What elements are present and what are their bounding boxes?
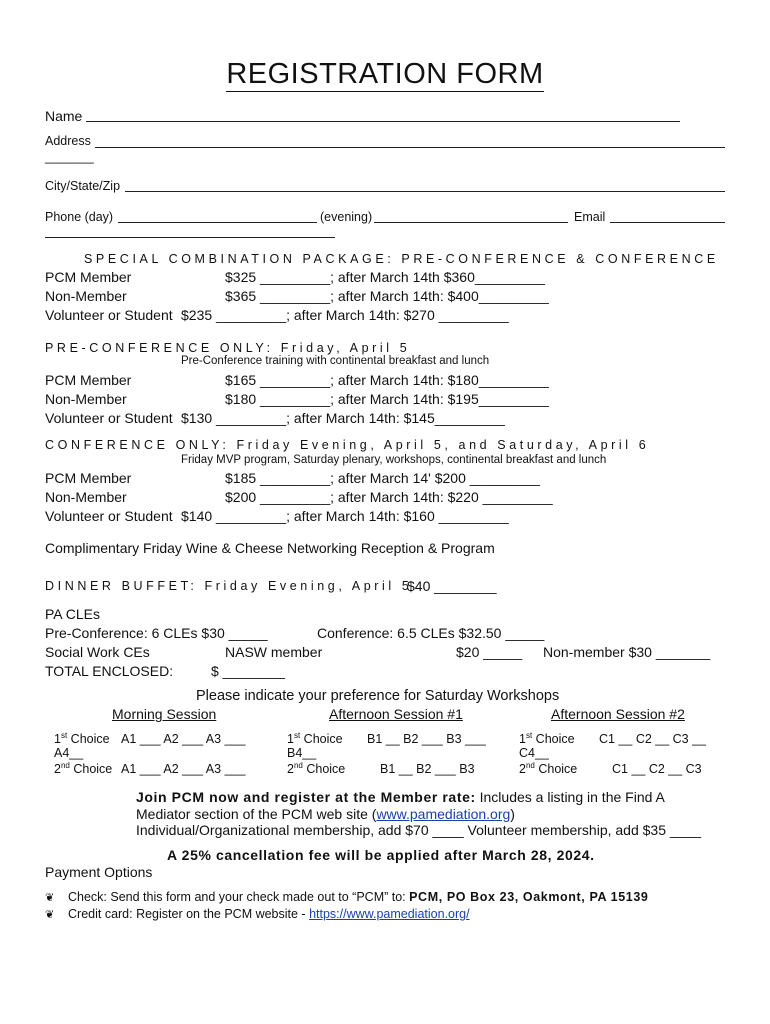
choice-label: Choice	[306, 762, 346, 776]
total-label: TOTAL ENCLOSED:	[45, 663, 174, 679]
afternoon1-first-choice	[287, 732, 343, 746]
reception-text: Complimentary Friday Wine & Cheese Networking Reception & Program	[45, 540, 495, 556]
pcm-register-link[interactable]: https://www.pamediation.org/	[309, 907, 470, 921]
conf-non-member-label: Non-Member	[45, 489, 127, 505]
morning-first-choice-wrap[interactable]: A4__	[54, 746, 84, 760]
morning-second-choice-options[interactable]: A1 ___ A2 ___ A3 ___	[121, 762, 246, 776]
preconf-pcm-member-price[interactable]: $165 _________; after March 14th: $180_________	[225, 372, 549, 388]
combo-header: SPECIAL COMBINATION PACKAGE: PRE-CONFERENCE & CONFERENCE	[84, 252, 719, 266]
phone-evening-label: (evening)	[320, 210, 373, 224]
conf-volunteer-price[interactable]: $140 _________; after March 14th: $160 _________	[181, 508, 509, 524]
social-work-label: Social Work CEs	[45, 644, 150, 660]
workshops-heading: Please indicate your preference for Saturday Workshops	[196, 688, 560, 704]
afternoon2-first-choice	[519, 732, 575, 746]
combo-volunteer-label: Volunteer or Student	[45, 307, 173, 323]
combo-non-member-price[interactable]: $365 _________; after March 14th: $400_________	[225, 288, 549, 304]
choice-label: Choice	[73, 762, 113, 776]
ordinal-suffix: nd	[60, 760, 70, 770]
choice-label: Choice	[535, 732, 575, 746]
pcm-website-link[interactable]: www.pamediation.org	[376, 806, 511, 822]
name-field[interactable]	[86, 121, 680, 122]
join-text-1: Includes a listing in the Find A	[475, 789, 665, 805]
ordinal-number: 1	[519, 732, 526, 746]
membership-options[interactable]: Individual/Organizational membership, add $70 ____ Volunteer membership, add $35 ____	[136, 822, 702, 838]
afternoon1-second-choice-options[interactable]: B1 __ B2 ___ B3	[380, 762, 475, 776]
dinner-price[interactable]: $40 ________	[407, 578, 497, 594]
email-field-continued[interactable]	[45, 237, 335, 238]
preconf-non-member-price[interactable]: $180 _________; after March 14th: $195_________	[225, 391, 549, 407]
address-label: Address	[45, 134, 91, 148]
cles-heading: PA CLEs	[45, 606, 100, 622]
afternoon-session-2-heading: Afternoon Session #2	[551, 706, 685, 722]
join-text-2a: Mediator section of the PCM web site (	[136, 806, 377, 822]
conf-pcm-member-price[interactable]: $185 _________; after March 14' $200 _________	[225, 470, 540, 486]
payment-check-text: Check: Send this form and your check made out to “PCM” to:	[68, 890, 410, 904]
ordinal-suffix: st	[525, 730, 533, 740]
payment-check	[68, 890, 648, 904]
conf-header: CONFERENCE ONLY: Friday Evening, April 5, and Saturday, April 6	[45, 438, 650, 452]
conf-pcm-member-label: PCM Member	[45, 470, 132, 486]
payment-card-text: Credit card: Register on the PCM website -	[68, 907, 310, 921]
preconf-header: PRE-CONFERENCE ONLY: Friday, April 5	[45, 341, 411, 355]
city-state-zip-label: City/State/Zip	[45, 179, 121, 193]
form-title-text: REGISTRATION FORM	[226, 58, 544, 90]
form-title	[0, 58, 770, 91]
nasw-price[interactable]: $20 _____	[456, 644, 523, 660]
choice-label: Choice	[303, 732, 343, 746]
conf-subtitle: Friday MVP program, Saturday plenary, workshops, continental breakfast and lunch	[181, 454, 607, 466]
afternoon2-first-choice-wrap[interactable]: C4__	[519, 746, 549, 760]
ordinal-suffix: st	[60, 730, 68, 740]
combo-non-member-label: Non-Member	[45, 288, 127, 304]
ordinal-number: 2	[54, 762, 61, 776]
phone-day-label: Phone (day)	[45, 210, 114, 224]
combo-volunteer-price[interactable]: $235 _________; after March 14th: $270 _________	[181, 307, 509, 323]
ordinal-number: 1	[54, 732, 61, 746]
non-member-price[interactable]: Non-member $30 _______	[543, 644, 711, 660]
payment-card	[68, 907, 470, 921]
preconf-volunteer-price[interactable]: $130 _________; after March 14th: $145_________	[181, 410, 505, 426]
preconf-volunteer-label: Volunteer or Student	[45, 410, 173, 426]
email-label: Email	[574, 210, 606, 224]
morning-second-choice	[54, 762, 112, 776]
phone-day-field[interactable]	[118, 222, 317, 223]
cancellation-notice: A 25% cancellation fee will be applied after March 28, 2024.	[167, 847, 595, 863]
payment-options-heading: Payment Options	[45, 864, 153, 880]
afternoon2-first-choice-options[interactable]: C1 __ C2 __ C3 __	[599, 732, 707, 746]
fleuron-bullet-icon: ❦	[45, 909, 55, 921]
afternoon1-first-choice-options[interactable]: B1 __ B2 ___ B3 ___	[367, 732, 486, 746]
afternoon2-second-choice	[519, 762, 577, 776]
afternoon2-second-choice-options[interactable]: C1 __ C2 __ C3	[612, 762, 702, 776]
city-state-zip-field[interactable]	[125, 191, 725, 192]
conf-non-member-price[interactable]: $200 _________; after March 14th: $220 _________	[225, 489, 553, 505]
join-line-1	[136, 789, 665, 805]
conf-volunteer-label: Volunteer or Student	[45, 508, 173, 524]
combo-pcm-member-price[interactable]: $325 _________; after March 14th $360_________	[225, 269, 545, 285]
preconf-pcm-member-label: PCM Member	[45, 372, 132, 388]
afternoon1-first-choice-wrap[interactable]: B4__	[287, 746, 317, 760]
morning-session-heading: Morning Session	[112, 706, 217, 722]
morning-first-choice-options[interactable]: A1 ___ A2 ___ A3 ___	[121, 732, 246, 746]
cles-preconf[interactable]: Pre-Conference: 6 CLEs $30 _____	[45, 625, 268, 641]
preconf-subtitle: Pre-Conference training with continental breakfast and lunch	[181, 355, 490, 367]
fleuron-bullet-icon: ❦	[45, 892, 55, 904]
afternoon-session-1-heading: Afternoon Session #1	[329, 706, 463, 722]
ordinal-number: 2	[287, 762, 294, 776]
ordinal-suffix: nd	[525, 760, 535, 770]
ordinal-number: 1	[287, 732, 294, 746]
dinner-label: DINNER BUFFET: Friday Evening, April 5	[45, 579, 413, 593]
phone-evening-field[interactable]	[374, 222, 568, 223]
ordinal-suffix: st	[293, 730, 301, 740]
name-label: Name	[45, 108, 83, 124]
join-line-2	[136, 806, 515, 822]
join-bold-text: Join PCM now and register at the Member rate:	[136, 789, 476, 805]
total-value[interactable]: $ ________	[211, 663, 285, 679]
afternoon1-second-choice	[287, 762, 345, 776]
choice-label: Choice	[538, 762, 578, 776]
email-field[interactable]	[610, 222, 725, 223]
ordinal-suffix: nd	[293, 760, 303, 770]
nasw-member-label: NASW member	[225, 644, 323, 660]
ordinal-number: 2	[519, 762, 526, 776]
payment-address: PCM, PO Box 23, Oakmont, PA 15139	[409, 890, 649, 904]
address-field[interactable]	[95, 147, 725, 148]
join-text-2b: )	[510, 806, 515, 822]
choice-label: Choice	[70, 732, 110, 746]
cles-conf[interactable]: Conference: 6.5 CLEs $32.50 _____	[317, 625, 545, 641]
combo-pcm-member-label: PCM Member	[45, 269, 132, 285]
address-field-continued[interactable]: _______	[45, 150, 94, 164]
morning-first-choice	[54, 732, 110, 746]
preconf-non-member-label: Non-Member	[45, 391, 127, 407]
